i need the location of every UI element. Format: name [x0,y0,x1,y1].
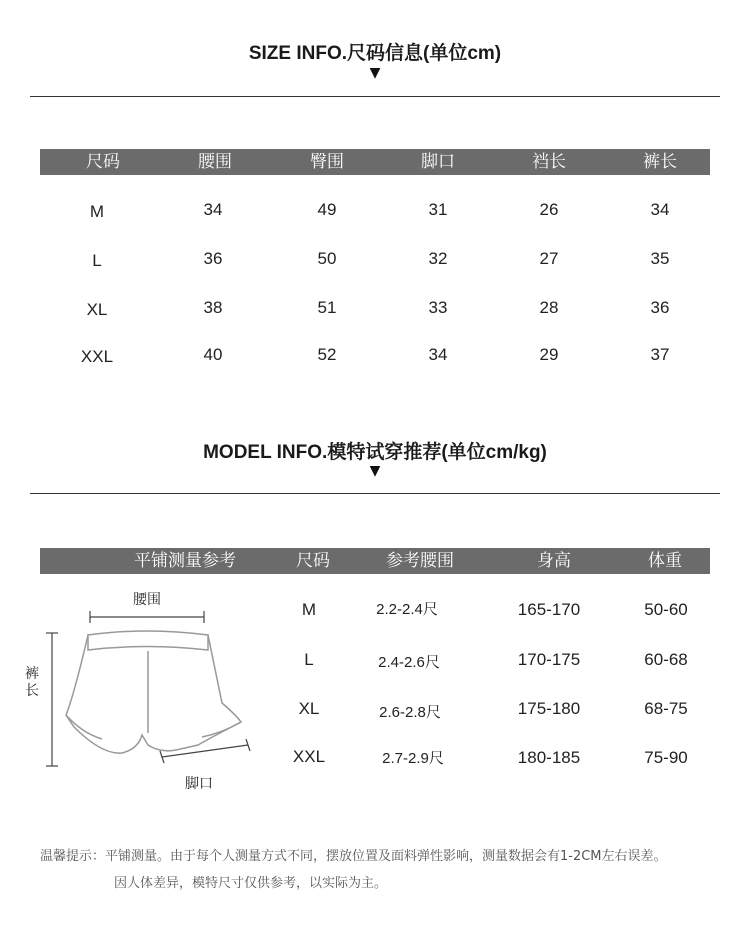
table-cell: 75-90 [644,748,688,767]
table-cell: 34 [650,200,670,219]
table-cell: 50-60 [644,600,688,619]
table-cell: M [301,600,317,619]
table-cell: 28 [539,298,559,317]
model-header-ref-waist: 参考腰围 [386,551,454,571]
table-cell: 29 [539,345,559,364]
size-header-hem: 脚口 [421,152,455,172]
table-cell: 2.7-2.9尺 [382,750,444,767]
size-info-title: SIZE INFO.尺码信息(单位cm) [248,43,502,64]
model-header-size: 尺码 [296,551,330,571]
table-cell: 34 [203,200,223,219]
table-cell: 33 [428,298,448,317]
size-info-arrow-icon: ▼ [369,65,381,81]
tip-note-line-1: 温馨提示：平铺测量。由于每个人测量方式不同，摆放位置及面料弹性影响，测量数据会有1-2CM左右误差。 [40,849,667,864]
table-cell: 37 [650,345,670,364]
size-header-size: 尺码 [86,152,120,172]
table-cell: 40 [203,345,223,364]
table-cell: 51 [317,298,337,317]
size-header-length: 裤长 [643,152,677,172]
table-cell: XXL [80,347,114,366]
size-info-divider [30,96,720,97]
model-info-arrow-icon: ▼ [369,463,381,479]
model-info-title: MODEL INFO.模特试穿推荐(单位cm/kg) [203,442,547,463]
table-cell: 49 [317,200,337,219]
table-cell: XL [298,699,320,718]
diagram-hem-label: 脚口 [185,775,213,791]
tip-note-line-2: 因人体差异，模特尺寸仅供参考，以实际为主。 [114,876,388,891]
model-header-weight: 体重 [648,551,682,571]
table-cell: 36 [650,298,670,317]
shorts-icon [22,585,262,795]
model-info-divider [30,493,720,494]
table-cell: 2.2-2.4尺 [376,601,438,618]
table-cell: 52 [317,345,337,364]
table-cell: 175-180 [517,699,581,718]
table-cell: 35 [650,249,670,268]
table-cell: 2.6-2.8尺 [379,704,441,721]
table-cell: 2.4-2.6尺 [378,654,440,671]
table-cell: M [89,202,105,221]
shorts-diagram [22,585,262,795]
size-header-hip: 臀围 [310,152,344,172]
table-cell: 38 [203,298,223,317]
table-cell: 31 [428,200,448,219]
table-cell: 36 [203,249,223,268]
table-cell: XL [86,300,108,319]
table-cell: 180-185 [517,748,581,767]
table-cell: 170-175 [517,650,581,669]
size-header-waist: 腰围 [198,152,232,172]
table-cell: L [92,251,102,270]
model-table-header [40,548,710,574]
model-header-flat-measure: 平铺测量参考 [134,551,236,571]
table-cell: XXL [292,747,326,766]
model-header-height: 身高 [537,551,571,571]
table-cell: 26 [539,200,559,219]
table-cell: 165-170 [517,600,581,619]
size-table-header [40,149,710,175]
table-cell: 34 [428,345,448,364]
size-header-rise: 裆长 [532,152,566,172]
table-cell: 68-75 [644,699,688,718]
table-cell: L [304,650,314,669]
table-cell: 27 [539,249,559,268]
diagram-length-label: 裤长 [25,665,39,698]
table-cell: 32 [428,249,448,268]
table-cell: 50 [317,249,337,268]
diagram-waist-label: 腰围 [133,591,161,607]
table-cell: 60-68 [644,650,688,669]
